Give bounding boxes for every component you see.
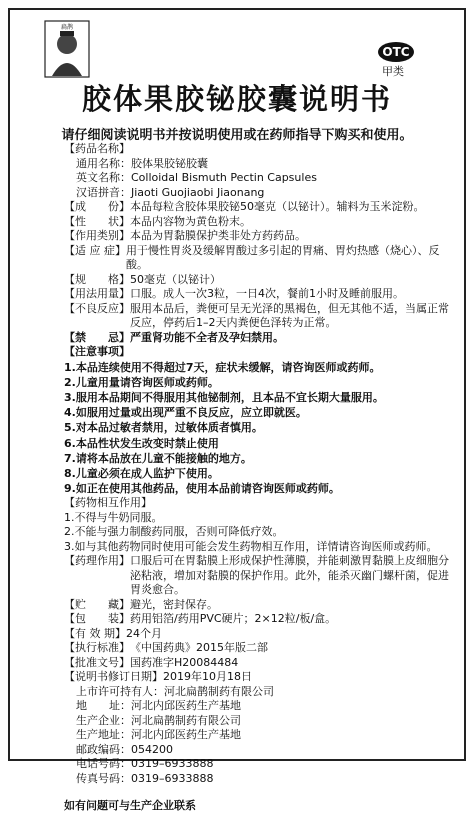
manufacturer-row [64,757,454,772]
manufacturer-label: 生产企业： [76,713,131,727]
approval-value: 国药准字H20084484 [130,655,239,669]
storage-row [64,598,454,613]
precaution-item: 4.如服用过量或出现严重不良反应，应立即就医。 [64,406,307,420]
contra-label: 【禁 忌】 [64,330,130,344]
precaution-item: 5.对本品过敏者禁用，过敏体质者慎用。 [64,421,263,435]
pinyin-value: Jiaoti Guojiaobi Jiaonang [131,185,265,199]
manufacturer-row [64,714,454,729]
validity-label: 【有 效 期】 [64,626,126,640]
package-value: 药用铝箔/药用PVC硬片；2×12粒/板/盒。 [130,612,337,626]
ingredients-row [64,200,454,215]
manufacturer-label: 地 址： [76,699,131,713]
manufacturer-label: 电话号码： [76,757,131,771]
spec-label: 【规 格】 [64,272,130,286]
package-label: 【包 装】 [64,612,130,626]
dosage-label: 【用法用量】 [64,287,130,300]
interaction-item: 2.不能与强力制酸药同服，否则可降低疗效。 [64,525,284,539]
section-drug-name: 【药品名称】 [64,142,130,155]
pharmacology-value: 口服后可在胃黏膜上形成保护性薄膜，并能刺激胃黏膜上皮细胞分泌粘液，增加对黏膜的保护作用。此外，能杀灭幽门螺杆菌，促进胃炎愈合。 [130,554,449,597]
validity-value: 24个月 [126,626,162,640]
adverse-row [64,302,454,331]
ingredients-label: 【成 份】 [64,200,130,213]
english-name-label: 英文名称： [76,171,131,184]
spec-row [64,273,454,288]
approval-row [64,656,454,671]
interaction-item: 1.不得与牛奶同服。 [64,510,163,524]
precaution-item: 7.请将本品放在儿童不能接触的地方。 [64,451,252,465]
revision-value: 2019年10月18日 [163,670,252,684]
contact-note: 如有问题可与生产企业联系 [64,799,196,813]
common-name-value: 胶体果胶铋胶囊 [131,156,208,170]
indications-label: 【适 应 症】 [64,243,126,257]
manufacturer-row [64,685,454,700]
pinyin-row [64,186,454,201]
precaution-item: 8.儿童必须在成人监护下使用。 [64,466,219,480]
package-row [64,612,454,627]
english-name-value: Colloidal Bismuth Pectin Capsules [131,171,317,184]
indications-row [64,244,454,273]
svg-text:扁鹊: 扁鹊 [60,24,74,31]
revision-label: 【说明书修订日期】 [64,670,163,684]
character-row [64,215,454,230]
otc-badge: OTC [378,42,414,62]
manufacturer-value: 054200 [131,742,173,756]
manufacturer-row [64,699,454,714]
precaution-item: 6.本品性状发生改变时禁止使用 [64,436,219,450]
common-name-label: 通用名称： [76,156,131,170]
contra-row [64,331,454,346]
spec-value: 50毫克（以铋计） [130,272,221,286]
precaution-item: 1.本品连续使用不得超过7天，症状未缓解，请咨询医师或药师。 [64,360,381,374]
category-label: 【作用类别】 [64,229,130,242]
common-name-row [64,157,454,172]
pinyin-label: 汉语拼音： [76,185,131,199]
revision-row [64,670,454,685]
category-row [64,229,454,244]
standard-row [64,641,454,656]
dosage-value: 口服。成人一次3粒，一日4次，餐前1小时及睡前服用。 [130,287,404,300]
english-name-row [64,171,454,186]
precautions-heading: 【注意事项】 [64,345,130,358]
manufacturer-label: 传真号码： [76,771,131,785]
contra-value: 严重肾功能不全者及孕妇禁用。 [130,330,284,344]
validity-row [64,627,454,642]
interactions-heading: 【药物相互作用】 [64,496,152,510]
manufacturer-value: 河北内邱医药生产基地 [131,728,241,742]
approval-label: 【批准文号】 [64,655,130,669]
adverse-label: 【不良反应】 [64,301,130,315]
brand-logo [44,20,90,78]
storage-value: 避光，密封保存。 [130,597,218,611]
standard-value: 《中国药典》2015年版二部 [130,641,268,655]
manufacturer-label: 生产地址： [76,728,131,742]
page-title: 胶体果胶铋胶囊说明书 [81,82,392,116]
otc-category: 甲类 [382,65,404,78]
character-label: 【性 状】 [64,214,130,228]
manufacturer-value: 0319–6933888 [131,771,214,785]
manufacturer-value: 河北扁鹊制药有限公司 [164,684,274,698]
manufacturer-row [64,728,454,743]
manufacturer-label: 邮政编码： [76,742,131,756]
manufacturer-value: 0319–6933888 [131,757,214,771]
pharmacology-row [64,554,454,598]
manufacturer-value: 河北内邱医药生产基地 [131,699,241,713]
manufacturer-row [64,772,454,787]
manufacturer-label: 上市许可持有人： [76,684,164,698]
interaction-item: 3.如与其他药物同时使用可能会发生药物相互作用，详情请咨询医师或药师。 [64,539,438,553]
adverse-value: 服用本品后，粪便可呈无光泽的黑褐色，但无其他不适，当属正常反应，停药后1–2天内粪便色泽转为正常。 [130,301,449,329]
usage-warning: 请仔细阅读说明书并按说明使用或在药师指导下购买和使用。 [61,128,413,143]
pharmacology-label: 【药理作用】 [64,554,130,568]
precaution-item: 2.儿童用量请咨询医师或药师。 [64,375,219,389]
storage-label: 【贮 藏】 [64,597,130,611]
leaflet-content [64,142,454,813]
category-value: 本品为胃黏膜保护类非处方药药品。 [130,229,306,242]
indications-value: 用于慢性胃炎及缓解胃酸过多引起的胃痛、胃灼热感（烧心）、反酸。 [126,243,440,271]
manufacturer-value: 河北扁鹊制药有限公司 [131,713,241,727]
ingredients-value: 本品每粒含胶体果胶铋50毫克（以铋计）。辅料为玉米淀粉。 [130,200,425,213]
character-value: 本品内容物为黄色粉末。 [130,214,251,228]
precaution-item: 9.如正在使用其他药品，使用本品前请咨询医师或药师。 [64,482,340,496]
dosage-row [64,287,454,302]
precaution-item: 3.服用本品期间不得服用其他铋制剂，且本品不宜长期大量服用。 [64,390,384,404]
standard-label: 【执行标准】 [64,641,130,655]
manufacturer-row [64,743,454,758]
